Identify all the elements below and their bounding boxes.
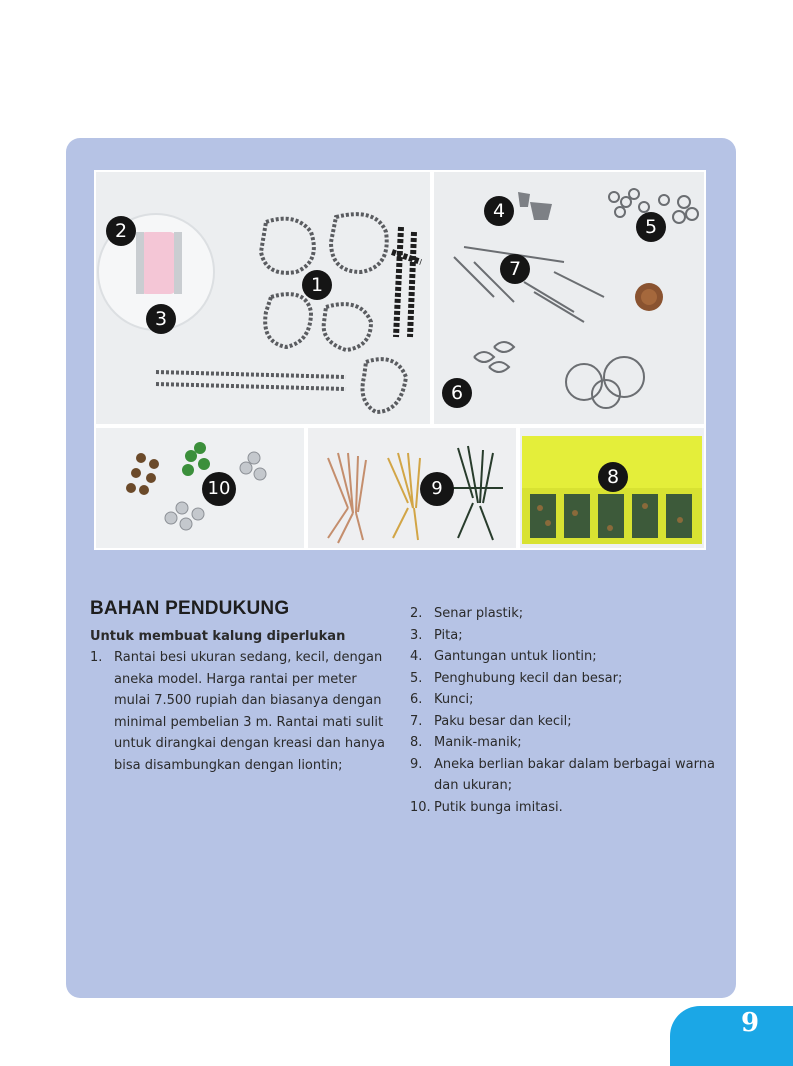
section-subtitle: Untuk membuat kalung diperlukan: [90, 628, 346, 644]
right-column: [410, 603, 720, 818]
section-title: BAHAN PENDUKUNG: [90, 598, 290, 619]
photo-rhinestones: [96, 428, 304, 548]
label-5: 5: [636, 212, 666, 242]
photo-flower-stamens: [308, 428, 516, 548]
photo-collage: [94, 170, 706, 550]
list-item: 8. Manik-manik;: [410, 735, 522, 750]
label-4: 4: [484, 196, 514, 226]
label-2: 2: [106, 216, 136, 246]
list-item: 5. Penghubung kecil dan besar;: [410, 670, 623, 686]
photo-chains-and-spool: [96, 172, 430, 424]
materials-list-right: [410, 603, 720, 818]
photo-bead-box: [520, 428, 704, 548]
label-8: 8: [598, 462, 628, 492]
label-9: 9: [420, 472, 454, 506]
label-1: 1: [302, 270, 332, 300]
materials-list-left: [90, 647, 395, 776]
list-item: 7. Paku besar dan kecil;: [410, 713, 572, 729]
list-item: 3. Pita;: [410, 627, 463, 643]
label-3: 3: [146, 304, 176, 334]
left-column: [90, 598, 395, 776]
list-item: 4. Gantungan untuk liontin;: [410, 649, 597, 664]
list-item: 10. Putik bunga imitasi.: [410, 799, 563, 815]
label-7: 7: [500, 254, 530, 284]
list-item: 9. Aneka berlian bakar dalam berbagai warna dan ukuran;: [410, 756, 715, 793]
label-10: 10: [202, 472, 236, 506]
list-item: 6. Kunci;: [410, 692, 474, 707]
photo-findings: [434, 172, 704, 424]
page-number: 9: [740, 1008, 760, 1038]
list-item: 1. Rantai besi ukuran sedang, kecil, dengan aneka model. Harga rantai per meter mulai 7.500 rupiah dan biasanya dengan minimal pembelian 3 m. Rantai mati sulit untuk dirangkai dengan kreasi dan hanya bisa disambungkan dengan liontin;: [90, 650, 385, 773]
label-6: 6: [442, 378, 472, 408]
list-item: 2. Senar plastik;: [410, 606, 524, 621]
